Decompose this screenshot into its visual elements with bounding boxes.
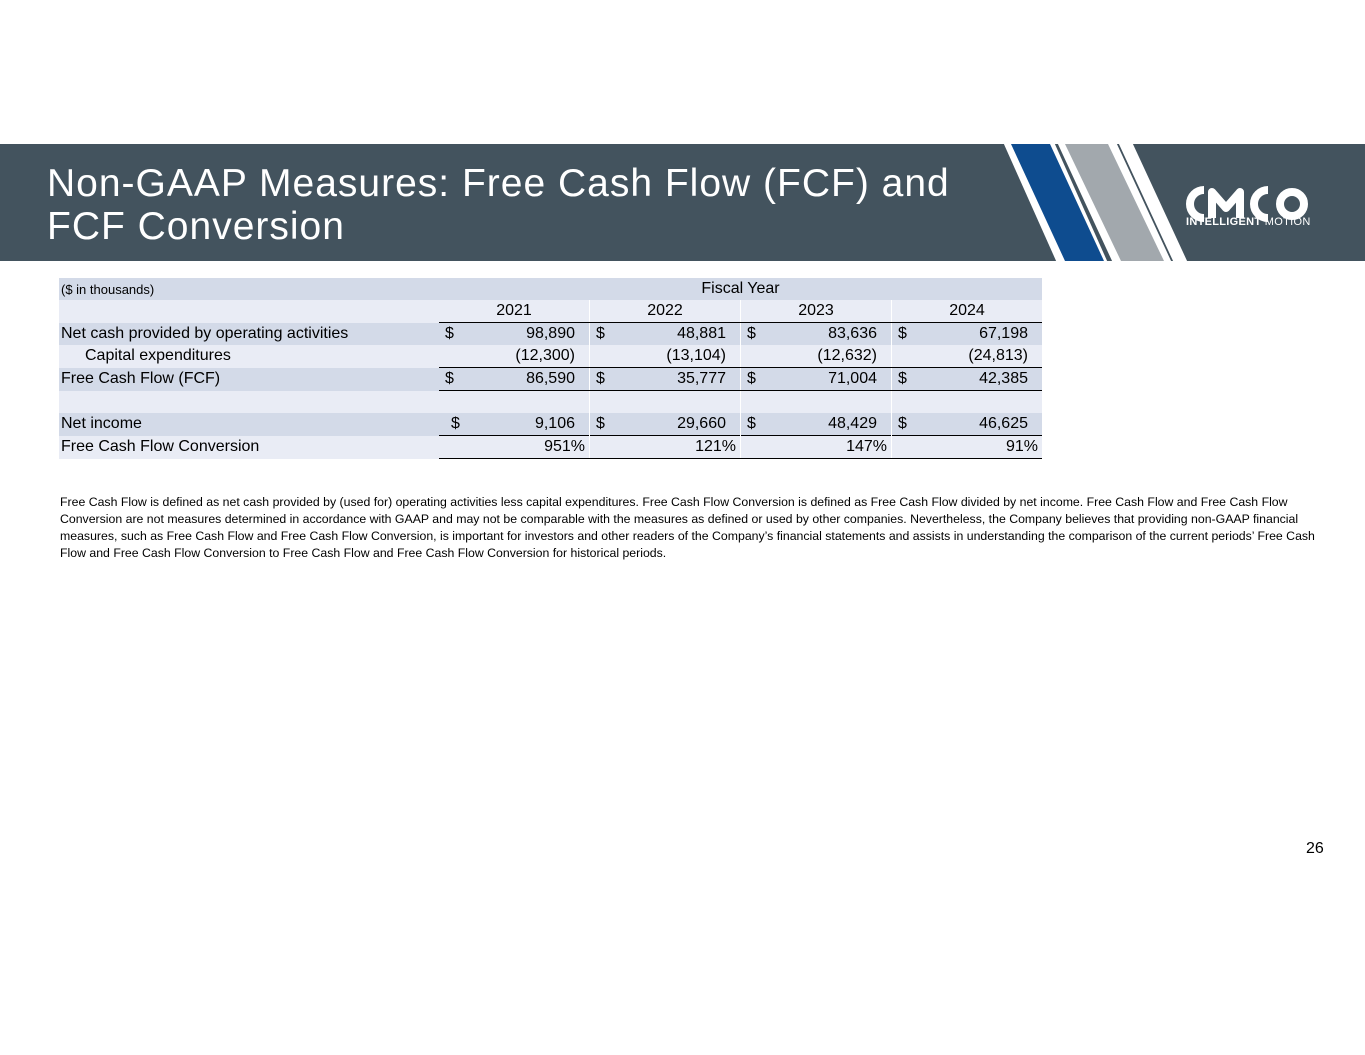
year-2024: 2024: [892, 300, 1043, 323]
years-row: [59, 300, 1042, 323]
currency-symbol: $: [898, 325, 907, 342]
page-number: 26: [1306, 840, 1324, 857]
logo-tagline: [1186, 216, 1311, 228]
table-row-conversion: [59, 436, 1042, 459]
table-row-capex: [59, 345, 1042, 368]
units-label: ($ in thousands): [59, 278, 439, 300]
logo-tagline-rest: MOTION: [1264, 216, 1311, 228]
row-label: Free Cash Flow Conversion: [59, 436, 439, 459]
value-cell: 48,881: [677, 325, 726, 342]
value-cell: 98,890: [526, 325, 575, 342]
value-cell: 83,636: [828, 325, 877, 342]
value-cell: (13,104): [590, 345, 741, 368]
currency-symbol: $: [898, 415, 907, 432]
currency-symbol: $: [747, 370, 756, 387]
year-2021: 2021: [439, 300, 590, 323]
page-title: Non-GAAP Measures: Free Cash Flow (FCF) and FCF Conversion: [47, 162, 950, 248]
slide-header: [0, 144, 1365, 261]
value-cell: 29,660: [677, 415, 726, 432]
currency-symbol: $: [451, 415, 460, 432]
value-cell: 42,385: [979, 370, 1028, 387]
value-cell: 35,777: [677, 370, 726, 387]
table-row-fcf: [59, 368, 1042, 391]
fiscal-year-header: Fiscal Year: [439, 278, 1042, 300]
value-cell: 48,429: [828, 415, 877, 432]
row-label: Capital expenditures: [59, 345, 439, 368]
currency-symbol: $: [596, 415, 605, 432]
currency-symbol: $: [445, 325, 454, 342]
row-label: Net cash provided by operating activities: [59, 323, 439, 346]
value-cell: 46,625: [979, 415, 1028, 432]
spacer-row: [59, 391, 1042, 414]
value-cell: (12,300): [439, 345, 590, 368]
logo-tagline-bold: INTELLIGENT: [1186, 216, 1262, 228]
value-cell: 67,198: [979, 325, 1028, 342]
currency-symbol: $: [596, 370, 605, 387]
fcf-table: [59, 278, 1042, 459]
currency-symbol: $: [898, 370, 907, 387]
value-cell: 71,004: [828, 370, 877, 387]
value-cell: (24,813): [892, 345, 1043, 368]
row-label: Net income: [59, 413, 439, 436]
year-2023: 2023: [741, 300, 892, 323]
table-row-net-income: [59, 413, 1042, 436]
currency-symbol: $: [445, 370, 454, 387]
currency-symbol: $: [747, 415, 756, 432]
value-cell: 121%: [590, 436, 741, 459]
currency-symbol: $: [747, 325, 756, 342]
value-cell: (12,632): [741, 345, 892, 368]
value-cell: 147%: [741, 436, 892, 459]
table-row-operating: [59, 323, 1042, 346]
table-header-row: [59, 278, 1042, 300]
footnote: Free Cash Flow is defined as net cash provided by (used for) operating activities less capital expenditures. Free Cash Flow Conversion is defined as Free Cash Flow divided by net income. Free Cash Flow and Free Cash Flow Conversion are not measures determined in accordance with GAAP and may not be comparable with the measures as defined or used by other companies. Nevertheless, the Company believes that providing non-GAAP financial measures, such as Free Cash Flow and Free Cash Flow Conversion, is important for investors and other readers of the Company’s financial statements and assists in understanding the comparison of the current periods’ Free Cash Flow and Free Cash Flow Conversion to Free Cash Flow and Free Cash Flow Conversion for historical periods.: [60, 495, 1315, 560]
value-cell: 9,106: [534, 415, 575, 432]
value-cell: 86,590: [526, 370, 575, 387]
row-label: Free Cash Flow (FCF): [59, 368, 439, 391]
value-cell: 91%: [892, 436, 1043, 459]
value-cell: 951%: [439, 436, 590, 459]
currency-symbol: $: [596, 325, 605, 342]
year-2022: 2022: [590, 300, 741, 323]
